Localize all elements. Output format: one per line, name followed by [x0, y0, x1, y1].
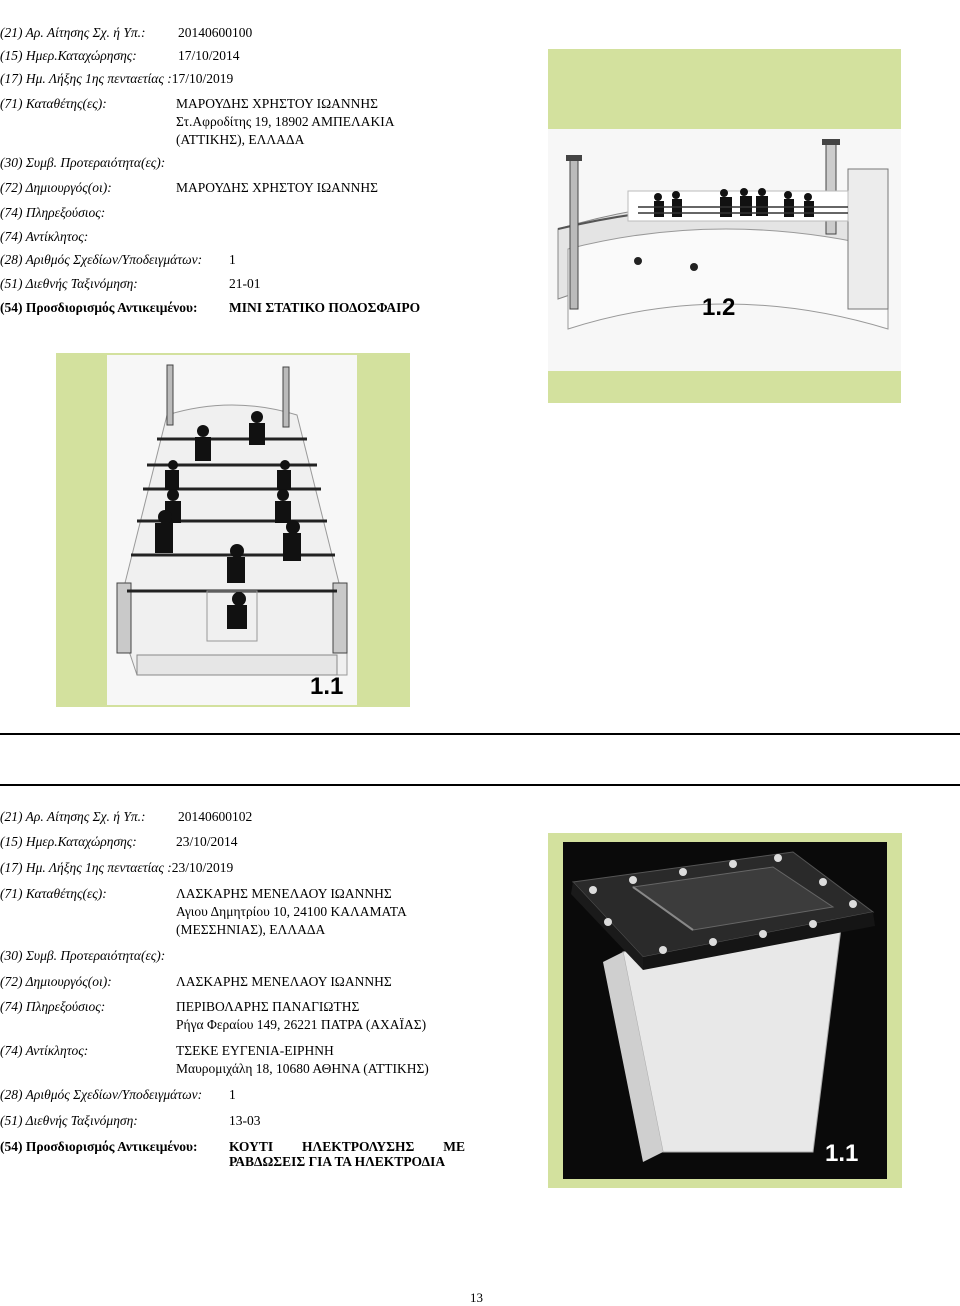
count-value: 1	[229, 1087, 236, 1102]
title-label: (54) Προσδιορισμός Αντικειμένου:	[0, 300, 198, 315]
figure-image-1-2	[548, 129, 901, 371]
creator-label: (72) Δημιουργός(οι):	[0, 974, 112, 989]
applicant-name: ΜΑΡΟΥΔΗΣ ΧΡΗΣΤΟΥ ΙΩΑΝΝΗΣ	[176, 96, 379, 111]
creator-name: ΛΑΣΚΑΡΗΣ ΜΕΝΕΛΑΟΥ ΙΩΑΝΝΗΣ	[176, 974, 392, 989]
classification-value: 21-01	[229, 276, 261, 291]
agent-label: (74) Αντίκλητος:	[0, 1043, 89, 1058]
figure-frame-1-2	[548, 49, 901, 403]
page-number: 13	[470, 1290, 483, 1305]
applicant-name: ΛΑΣΚΑΡΗΣ ΜΕΝΕΛΑΟΥ ΙΩΑΝΝΗΣ	[176, 886, 392, 901]
applicant-label: (71) Καταθέτης(ες):	[0, 886, 107, 901]
record-separator-1	[0, 733, 960, 735]
record-separator-2	[0, 784, 960, 786]
attorney-label: (74) Πληρεξούσιος:	[0, 999, 106, 1014]
priority-label: (30) Συμβ. Προτεραιότητα(ες):	[0, 948, 166, 963]
figure-image-1-1	[107, 355, 357, 705]
agent-label: (74) Αντίκλητος:	[0, 229, 89, 244]
expiry-date: 17/10/2019	[171, 71, 234, 86]
classification-label: (51) Διεθνής Ταξινόμηση:	[0, 276, 138, 291]
title-line-2: ΡΑΒΔΩΣΕΙΣ ΓΙΑ ΤΑ ΗΛΕΚΤΡΟΔΙΑ	[229, 1154, 446, 1169]
attorney-name: ΠΕΡΙΒΟΛΑΡΗΣ ΠΑΝΑΓΙΩΤΗΣ	[176, 999, 360, 1014]
app-number-label: (21) Αρ. Αίτησης Σχ. ή Υπ.:	[0, 809, 146, 824]
expiry-date: 23/10/2019	[171, 860, 234, 875]
count-label: (28) Αριθμός Σχεδίων/Υποδειγμάτων:	[0, 252, 203, 267]
applicant-label: (71) Καταθέτης(ες):	[0, 96, 107, 111]
applicant-region: (ΜΕΣΣΗΝΙΑΣ), ΕΛΛΑΔΑ	[176, 922, 326, 937]
creator-label: (72) Δημιουργός(οι):	[0, 180, 112, 195]
applicant-address: Στ.Αφροδίτης 19, 18902 ΑΜΠΕΛΑΚΙΑ	[176, 114, 395, 129]
figure-frame-box	[548, 833, 902, 1188]
app-number: 20140600102	[178, 809, 253, 824]
electrolysis-box-photo	[563, 842, 887, 1179]
attorney-address: Ρήγα Φεραίου 149, 26221 ΠΑΤΡΑ (ΑΧΑΪΑΣ)	[176, 1017, 427, 1032]
figure-image-box	[563, 842, 887, 1179]
foosball-side-view	[548, 129, 901, 371]
filing-date: 17/10/2014	[178, 48, 240, 63]
priority-label: (30) Συμβ. Προτεραιότητα(ες):	[0, 155, 166, 170]
agent-name: ΤΣΕΚΕ ΕΥΓΕΝΙΑ-ΕΙΡΗΝΗ	[176, 1043, 334, 1058]
applicant-address: Αγιου Δημητρίου 10, 24100 ΚΑΛΑΜΑΤΑ	[176, 904, 407, 919]
app-number: 20140600100	[178, 25, 253, 40]
filing-date: 23/10/2014	[176, 834, 238, 849]
foosball-top-view	[107, 355, 357, 705]
figure-frame-1-1	[56, 353, 410, 707]
creator-name: ΜΑΡΟΥΔΗΣ ΧΡΗΣΤΟΥ ΙΩΑΝΝΗΣ	[176, 180, 379, 195]
figure-label-box: 1.1	[825, 1140, 859, 1167]
expiry-row	[0, 860, 233, 876]
agent-address: Μαυρομιχάλη 18, 10680 ΑΘΗΝΑ (ΑΤΤΙΚΗΣ)	[176, 1061, 429, 1076]
expiry-row	[0, 71, 233, 87]
figure-label-1-2: 1.2	[702, 294, 736, 321]
attorney-label: (74) Πληρεξούσιος:	[0, 205, 106, 220]
app-number-label: (21) Αρ. Αίτησης Σχ. ή Υπ.:	[0, 25, 146, 40]
title-line-1: ΚΟΥΤΙ ΗΛΕΚΤΡΟΛΥΣΗΣ ΜΕ	[229, 1139, 465, 1154]
expiry-label: (17) Ημ. Λήξης 1ης πενταετίας :	[0, 71, 172, 86]
count-value: 1	[229, 252, 236, 267]
classification-label: (51) Διεθνής Ταξινόμηση:	[0, 1113, 138, 1128]
classification-value: 13-03	[229, 1113, 261, 1128]
title-value: ΜΙΝΙ ΣΤΑΤΙΚΟ ΠΟΔΟΣΦΑΙΡΟ	[229, 300, 421, 315]
filing-date-label: (15) Ημερ.Καταχώρησης:	[0, 834, 137, 849]
applicant-region: (ΑΤΤΙΚΗΣ), ΕΛΛΑΔΑ	[176, 132, 305, 147]
expiry-label: (17) Ημ. Λήξης 1ης πενταετίας :	[0, 860, 172, 875]
filing-date-label: (15) Ημερ.Καταχώρησης:	[0, 48, 137, 63]
count-label: (28) Αριθμός Σχεδίων/Υποδειγμάτων:	[0, 1087, 203, 1102]
figure-label-1-1: 1.1	[310, 673, 344, 700]
title-label: (54) Προσδιορισμός Αντικειμένου:	[0, 1139, 198, 1154]
